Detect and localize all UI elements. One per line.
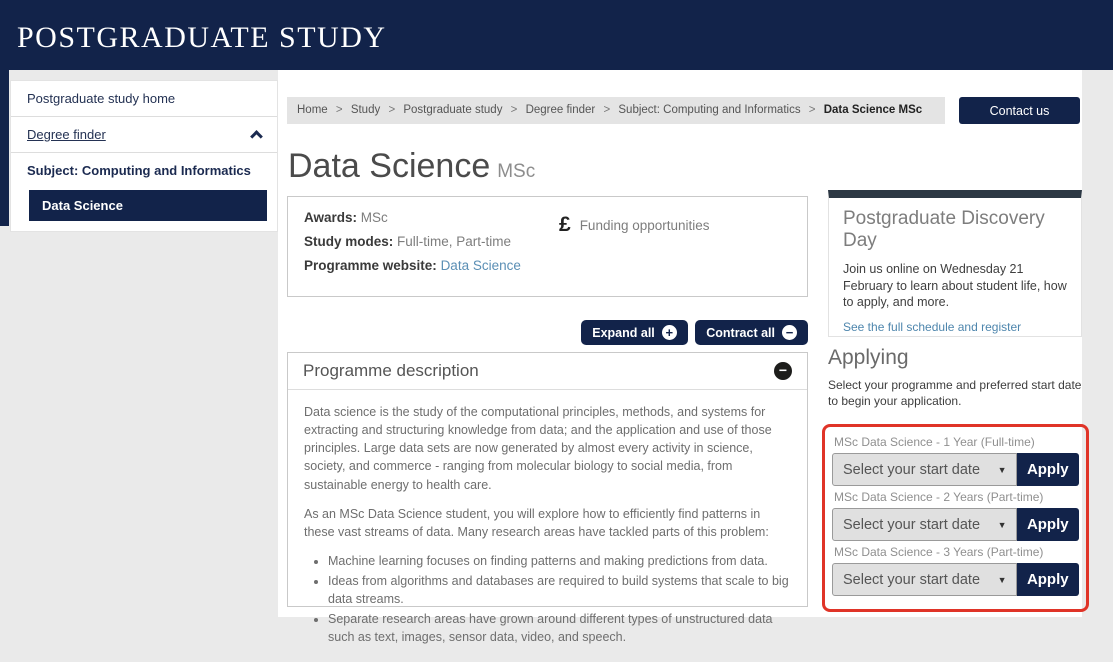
start-date-placeholder: Select your start date (843, 571, 981, 588)
dropdown-caret-icon: ▼ (997, 519, 1007, 530)
breadcrumb-separator: > (335, 104, 343, 116)
contact-us-button[interactable]: Contact us (959, 97, 1080, 124)
description-bullet-list (328, 552, 791, 647)
chevron-up-icon[interactable] (250, 130, 263, 143)
collapse-section-icon[interactable]: − (774, 362, 792, 380)
programme-option-label: MSc Data Science - 3 Years (Part-time) (834, 545, 1044, 559)
start-date-placeholder: Select your start date (843, 461, 981, 478)
funding-opportunities-link[interactable] (559, 213, 710, 237)
discovery-day-register-link[interactable]: See the full schedule and register (843, 320, 1022, 335)
awards-label: Awards: (304, 210, 358, 225)
sidebar-item-home[interactable]: Postgraduate study home (27, 91, 176, 106)
left-accent-bar (0, 70, 9, 226)
apply-row-fulltime-1yr (832, 453, 1079, 486)
study-modes-value: Full-time, Part-time (397, 234, 512, 249)
degree-finder-label: Degree finder (27, 127, 106, 142)
applying-title: Applying (828, 346, 909, 369)
programme-info-box (287, 196, 808, 297)
awards-line (304, 210, 791, 225)
programme-description-title: Programme description (303, 361, 479, 380)
programme-option-label: MSc Data Science - 1 Year (Full-time) (834, 435, 1035, 449)
study-modes-line (304, 234, 791, 249)
awards-value: MSc (360, 210, 388, 225)
breadcrumb-degree-finder[interactable]: Degree finder (525, 104, 596, 116)
breadcrumb-home[interactable]: Home (297, 104, 328, 116)
apply-button[interactable]: Apply (1017, 563, 1079, 596)
programme-option-label: MSc Data Science - 2 Years (Part-time) (834, 490, 1044, 504)
programme-description-header[interactable] (288, 353, 807, 390)
breadcrumb (287, 97, 945, 124)
discovery-day-card (828, 190, 1082, 337)
accordion-controls (287, 320, 808, 345)
discovery-day-title: Postgraduate Discovery Day (843, 208, 1045, 251)
sidebar-item-subject[interactable]: Subject: Computing and Informatics (27, 163, 251, 178)
breadcrumb-current-page: Data Science MSc (823, 104, 923, 116)
expand-all-button[interactable] (581, 320, 688, 345)
pound-sterling-icon: £ (559, 213, 571, 236)
degree-abbreviation: MSc (497, 161, 536, 182)
website-label: Programme website: (304, 258, 437, 273)
sidebar-nav (10, 80, 278, 232)
start-date-select[interactable] (832, 563, 1017, 596)
page-title (288, 147, 535, 186)
description-bullet: • Separate research areas have grown around different types of unstructured data such as text, images, sensor data, video, and speech. (328, 610, 791, 646)
programme-description-section (287, 352, 808, 645)
programme-website-link[interactable]: Data Science (440, 258, 521, 273)
applying-intro-text: Select your programme and preferred start date to begin your application. (828, 378, 1082, 409)
dropdown-caret-icon: ▼ (997, 464, 1007, 475)
site-header (0, 0, 1113, 70)
breadcrumb-separator: > (808, 104, 816, 116)
start-date-placeholder: Select your start date (843, 516, 981, 533)
programme-description-body (288, 390, 807, 662)
breadcrumb-postgraduate-study[interactable]: Postgraduate study (403, 104, 503, 116)
description-paragraph: As an MSc Data Science student, you will explore how to efficiently find patterns in these vast streams of data. Many research areas have tackled parts of this problem: (304, 506, 769, 539)
programme-name: Data Science (288, 147, 491, 185)
breadcrumb-study[interactable]: Study (350, 104, 381, 116)
contract-all-button[interactable] (695, 320, 808, 345)
apply-button[interactable]: Apply (1017, 453, 1079, 486)
apply-row-parttime-3yr (832, 563, 1079, 596)
apply-row-parttime-2yr (832, 508, 1079, 541)
discovery-day-text: Join us online on Wednesday 21 February to learn about student life, how to apply, and more. (843, 261, 1067, 310)
description-bullet: • Machine learning focuses on finding patterns and making predictions from data. (328, 552, 791, 570)
sidebar-item-degree-finder[interactable] (11, 116, 277, 153)
study-modes-label: Study modes: (304, 234, 394, 249)
applying-options-highlight-box (822, 424, 1089, 612)
website-line (304, 258, 791, 273)
start-date-select[interactable] (832, 508, 1017, 541)
breadcrumb-separator: > (388, 104, 396, 116)
minus-circle-icon: − (782, 325, 797, 340)
breadcrumb-subject[interactable]: Subject: Computing and Informatics (618, 104, 801, 116)
breadcrumb-separator: > (603, 104, 611, 116)
breadcrumb-separator: > (510, 104, 518, 116)
apply-button[interactable]: Apply (1017, 508, 1079, 541)
sidebar-item-data-science-active[interactable]: Data Science (29, 190, 267, 221)
description-bullet: • Ideas from algorithms and databases are required to build systems that scale to big data streams. (328, 572, 791, 608)
description-paragraph: Data science is the study of the computational principles, methods, and systems for extracting and structuring knowledge from data; and the application and use of those principles. Large data sets are now generated by almost every activity in science, society, and commerce - ranging from molecular biology to social media, from sustainable energy to health care. (304, 405, 772, 492)
contract-all-label: Contract all (706, 325, 775, 340)
expand-all-label: Expand all (592, 325, 655, 340)
funding-label: Funding opportunities (579, 217, 710, 233)
site-title: POSTGRADUATE STUDY (17, 21, 387, 54)
dropdown-caret-icon: ▼ (997, 574, 1007, 585)
start-date-select[interactable] (832, 453, 1017, 486)
plus-circle-icon: + (662, 325, 677, 340)
